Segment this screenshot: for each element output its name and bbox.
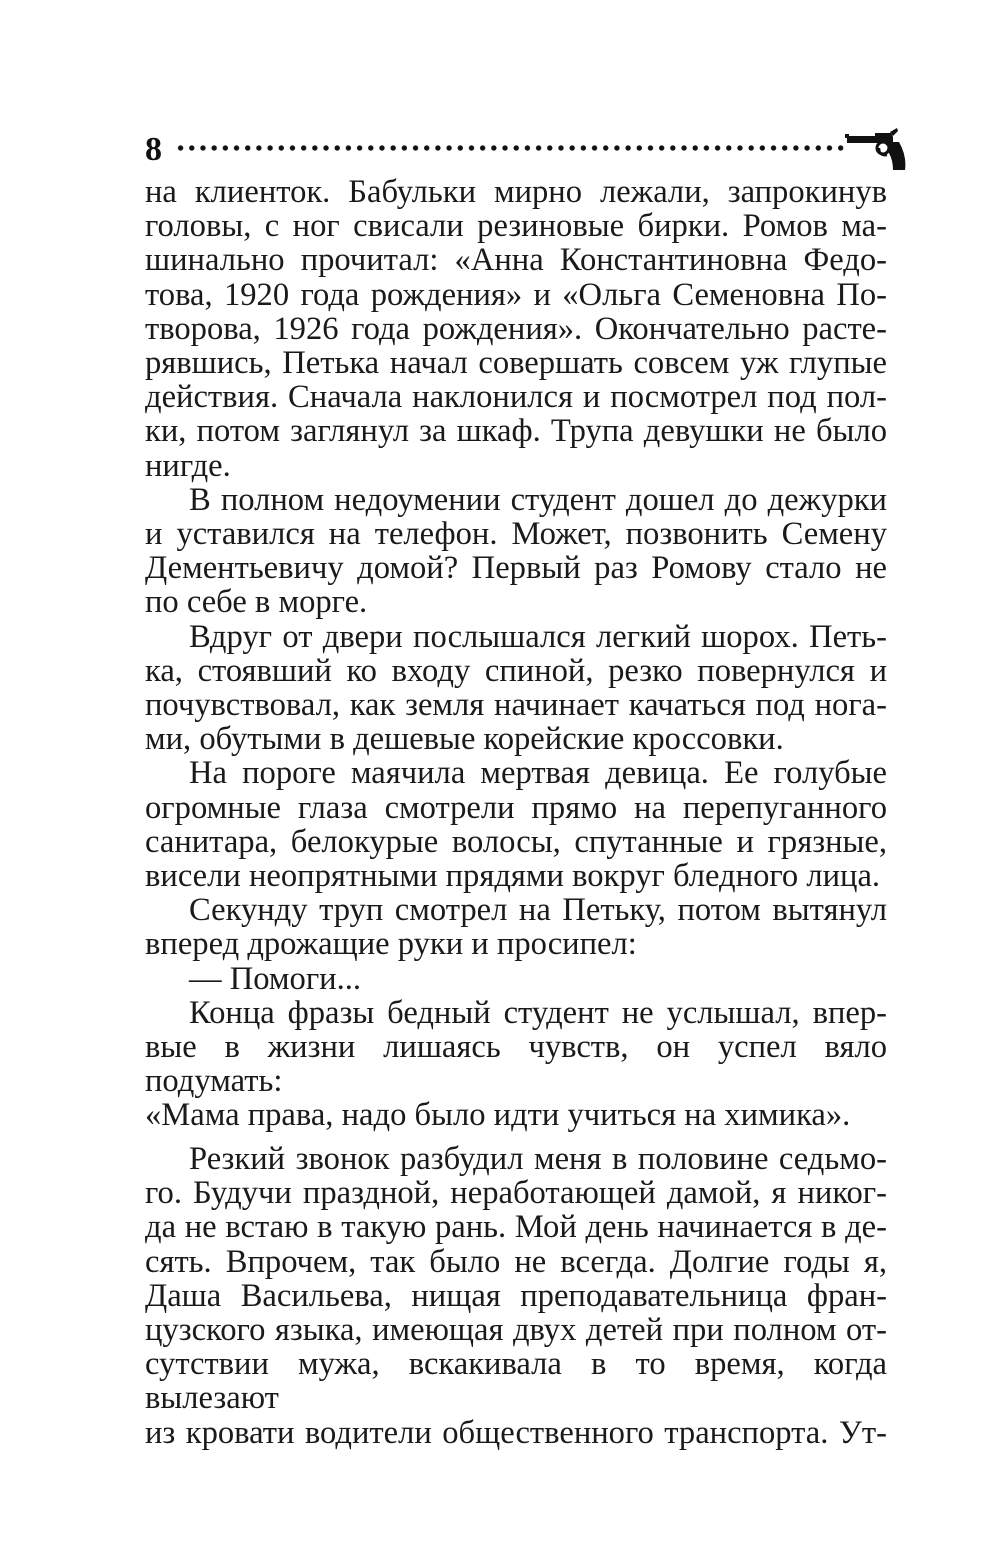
text-line: рявшись, Петька начал совершать совсем уж глупые bbox=[145, 345, 887, 382]
text-line: ми, обутыми в дешевые корейские кроссовки. bbox=[145, 721, 784, 758]
text-line: сутствии мужа, вскакивала в то время, когда вылезают bbox=[145, 1346, 887, 1417]
page-header bbox=[145, 128, 905, 174]
text-line: почувствовал, как земля начинает качаться под нога- bbox=[145, 687, 887, 724]
text-line: Резкий звонок разбудил меня в половине седьмо- bbox=[189, 1141, 887, 1177]
text-line: вые в жизни лишаясь чувств, он успел вяло подумать: bbox=[145, 1029, 887, 1100]
text-line: Конца фразы бедный студент не услышал, впер- bbox=[189, 994, 887, 1031]
text-line: санитара, белокурые волосы, спутанные и грязные, bbox=[145, 823, 887, 860]
dotted-rule bbox=[175, 145, 847, 151]
text-line: и уставился на телефон. Может, позвонить Семену bbox=[145, 516, 887, 553]
text-line: това, 1920 года рождения» и «Ольга Семеновна По- bbox=[145, 276, 887, 313]
text-line: Вдруг от двери послышался легкий шорох. Петь- bbox=[189, 618, 887, 655]
paragraph bbox=[145, 483, 887, 620]
text-line: нигде. bbox=[145, 447, 231, 484]
text-line: шинально прочитал: «Анна Константиновна Федо- bbox=[145, 242, 887, 279]
paragraph bbox=[145, 962, 887, 996]
text-line: го. Будучи праздной, неработающей дамой, я никог- bbox=[145, 1175, 887, 1212]
text-line: сять. Впрочем, так было не всегда. Долгие годы я, bbox=[145, 1243, 887, 1280]
text-line: Секунду труп смотрел на Петьку, потом вытянул bbox=[189, 892, 887, 929]
paragraph bbox=[145, 756, 887, 893]
paragraph bbox=[145, 175, 887, 483]
text-line: В полном недоумении студент дошел до дежурки bbox=[189, 481, 887, 518]
page-number: 8 bbox=[145, 131, 162, 168]
text-line: — Помоги... bbox=[189, 960, 362, 997]
text-line: да не встаю в такую рань. Мой день начинается в де- bbox=[145, 1209, 887, 1246]
text-line: головы, с ног свисали резиновые бирки. Ромов ма- bbox=[145, 208, 887, 245]
text-line: из кровати водители общественного транспорта. Ут- bbox=[145, 1414, 887, 1451]
text-line: по себе в морге. bbox=[145, 584, 368, 621]
text-line: вперед дрожащие руки и просипел: bbox=[145, 926, 637, 963]
paragraph bbox=[145, 620, 887, 757]
text-line: Дементьевичу домой? Первый раз Ромову стало не bbox=[145, 550, 887, 587]
text-line: висели неопрятными прядями вокруг бледного лица. bbox=[145, 858, 881, 895]
text-line: ка, стоявший ко входу спиной, резко повернулся и bbox=[145, 652, 887, 689]
paragraph bbox=[145, 996, 887, 1133]
text-block-new-section bbox=[145, 1142, 887, 1450]
text-line: творова, 1926 года рождения». Окончательно расте- bbox=[145, 310, 887, 347]
text-line: цузского языка, имеющая двух детей при полном от- bbox=[145, 1312, 887, 1349]
pistol-icon bbox=[845, 128, 907, 172]
text-block-continuation bbox=[145, 175, 887, 1133]
text-line: огромные глаза смотрели прямо на перепуганного bbox=[145, 789, 887, 826]
text-line: ки, потом заглянул за шкаф. Трупа девушки не было bbox=[145, 413, 887, 450]
text-line: «Мама права, надо было идти учиться на химика». bbox=[145, 1097, 851, 1134]
text-line: Даша Васильева, нищая преподавательница фран- bbox=[145, 1277, 887, 1314]
paragraph bbox=[145, 893, 887, 961]
paragraph bbox=[145, 1142, 887, 1450]
text-line: На пороге маячила мертвая девица. Ее голубые bbox=[189, 755, 887, 792]
text-line: действия. Сначала наклонился и посмотрел под пол- bbox=[145, 379, 887, 416]
text-line: на клиенток. Бабульки мирно лежали, запрокинув bbox=[145, 174, 887, 210]
